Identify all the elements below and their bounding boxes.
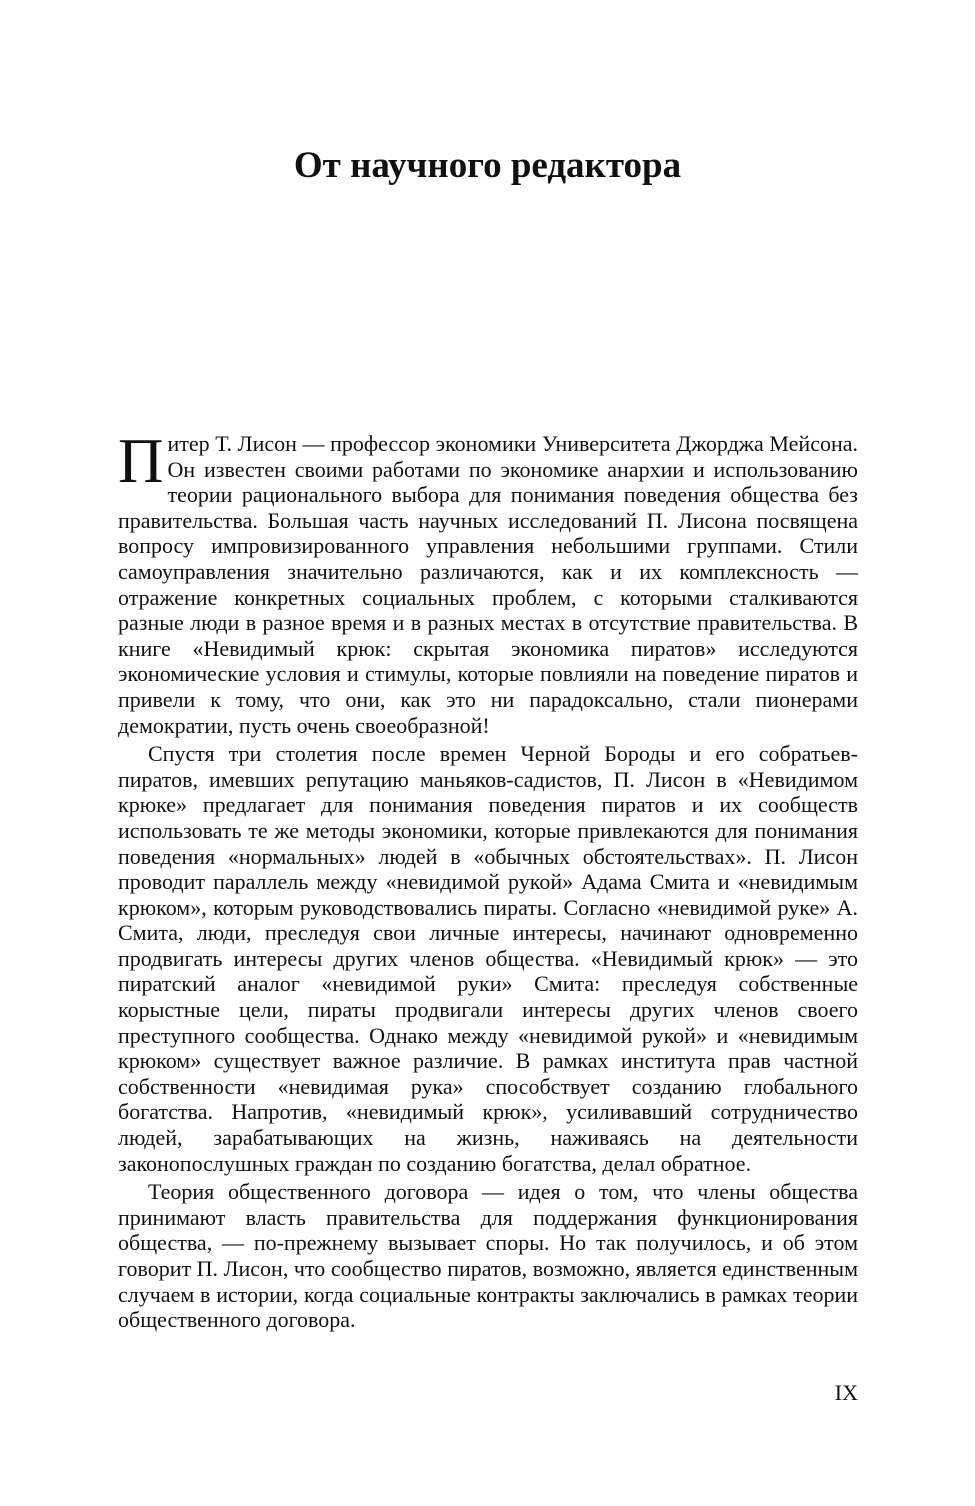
paragraph-3: Теория общественного договора — идея о том, что члены общества принимают власть правительства для поддержания функционирования общества, — по-прежнему вызывает споры. Но так получилось, и об этом говорит П. Лисон, что сообщество пиратов, возможно, является единственным случаем в истории, когда социальные контракты заключались в рамках теории общественного договора. — [118, 1179, 858, 1333]
body-text — [118, 426, 858, 1336]
paragraph-1 — [118, 426, 858, 738]
page-title: От научного редактора — [293, 145, 682, 186]
page-number: IX — [834, 1380, 858, 1405]
paragraph-2: Спустя три столетия после времен Черной Бороды и его собратьев-пиратов, имевших репутацию маньяков-садистов, П. Лисон в «Невидимом крюке» предлагает для понимания поведения пиратов и их сообществ использовать те же методы экономики, которые привлекаются для понимания поведения «нормальных» людей в «обычных обстоятельствах». П. Лисон проводит параллель между «невидимой рукой» Адама Смита и «невидимым крюком», которым руководствовались пираты. Согласно «невидимой руке» А. Смита, люди, преследуя свои личные интересы, начинают одновременно продвигать интересы других членов общества. «Невидимый крюк» — это пиратский аналог «невидимой руки» Смита: преследуя собственные корыстные цели, пираты продвигали интересы других членов своего преступного сообщества. Однако между «невидимой рукой» и «невидимым крюком» существует важное различие. В рамках института прав частной собственности «невидимая рука» способствует созданию глобального богатства. Напротив, «невидимый крюк», усиливавший сотрудничество людей, зарабатывающих на жизнь, наживаясь на деятельности законопослушных граждан по созданию богатства, делал обратное. — [118, 741, 858, 1176]
drop-cap: П — [118, 426, 164, 496]
paragraph-1-text: итер Т. Лисон — профессор экономики Университета Джорджа Мейсона. Он известен своими работами по экономике анархии и использованию теории рационального выбора для понимания поведения общества без правительства. Большая часть научных исследований П. Лисона посвящена вопросу импровизированного управления небольшими группами. Стили самоуправления значительно различаются, как и их комплексность — отражение конкретных социальных проблем, с которыми сталкиваются разные люди в разное время и в разных местах в отсутствие правительства. В книге «Невидимый крюк: скрытая экономика пиратов» исследуются экономические условия и стимулы, которые повлияли на поведение пиратов и привели к тому, что они, как это ни парадоксально, стали пионерами демократии, пусть очень своеобразной! — [118, 431, 858, 738]
